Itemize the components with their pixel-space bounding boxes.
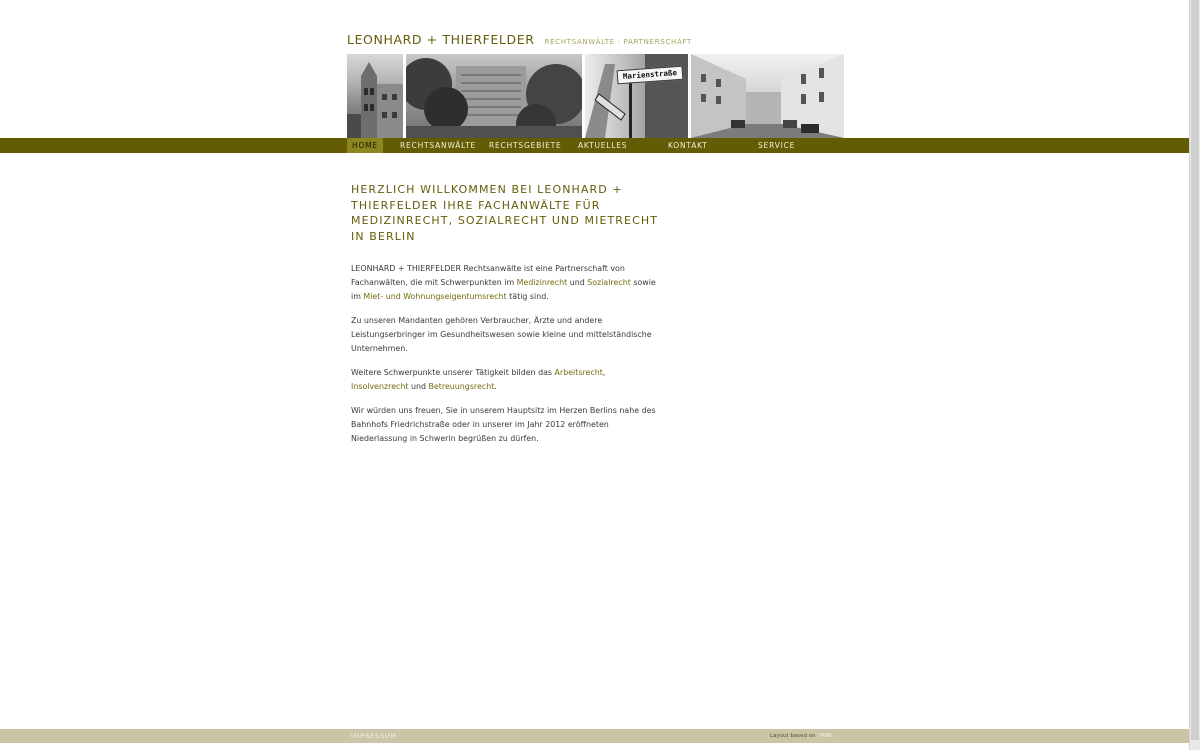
focus-text: , xyxy=(602,368,606,377)
credit-text: Layout based on xyxy=(770,733,816,739)
footer-credit xyxy=(770,729,833,743)
site-logo[interactable]: LEONHARD + THIERFELDER xyxy=(347,32,535,47)
site-footer xyxy=(0,729,1190,743)
link-medizinrecht[interactable]: Medizinrecht xyxy=(516,278,568,287)
link-mietrecht[interactable]: Miet- und Wohnungseigentumsrecht xyxy=(363,292,507,301)
photo-building-tower xyxy=(347,54,403,138)
nav-item-home[interactable]: HOME xyxy=(347,138,383,153)
site-tagline: RECHTSANWÄLTE · PARTNERSCHAFT xyxy=(544,38,693,46)
site-header xyxy=(347,32,692,50)
main-content xyxy=(351,182,663,456)
nav-item-rechtsgebiete[interactable]: RECHTSGEBIETE xyxy=(489,141,562,150)
main-navigation-bar xyxy=(0,138,1190,153)
bottom-strip xyxy=(0,743,1190,750)
photo-street-view xyxy=(691,54,844,138)
link-insolvenzrecht[interactable]: Insolvenzrecht xyxy=(351,382,409,391)
nav-item-kontakt[interactable]: KONTAKT xyxy=(668,141,708,150)
footer-link-impressum[interactable]: IMPRESSUM xyxy=(351,732,397,740)
nav-item-rechtsanwaelte[interactable]: RECHTSANWÄLTE xyxy=(400,141,477,150)
link-betreuungsrecht[interactable]: Betreuungsrecht xyxy=(428,382,495,391)
welcome-paragraph: Wir würden uns freuen, Sie in unserem Hauptsitz im Herzen Berlins nahe des Bahnhofs Friedrichstraße oder in unserer im Jahr 2012 eröffneten Niederlassung in Schwerin begrüßen zu dürfen. xyxy=(351,406,656,443)
nav-item-service[interactable]: SERVICE xyxy=(758,141,796,150)
page-headline: HERZLICH WILLKOMMEN BEI LEONHARD + THIERFELDER IHRE FACHANWÄLTE FÜR MEDIZINRECHT, SOZIALRECHT UND MIETRECHT IN BERLIN xyxy=(351,183,659,243)
intro-paragraph xyxy=(351,262,663,304)
vertical-scrollbar[interactable] xyxy=(1189,0,1200,750)
intro-text: tätig sind. xyxy=(506,292,549,301)
intro-text: sowie im xyxy=(351,278,656,301)
intro-text: und xyxy=(567,278,588,287)
scrollbar-thumb[interactable] xyxy=(1191,0,1199,740)
photo-street-sign xyxy=(585,54,688,138)
nav-item-aktuelles[interactable]: AKTUELLES xyxy=(578,141,628,150)
main-navigation xyxy=(347,138,844,153)
street-sign: Marienstraße xyxy=(617,66,684,85)
focus-text: . xyxy=(494,382,497,391)
header-photo-strip xyxy=(347,54,844,138)
link-arbeitsrecht[interactable]: Arbeitsrecht xyxy=(554,368,603,377)
photo-trees-building xyxy=(406,54,582,138)
footer-link-yaml[interactable]: YAML xyxy=(818,733,834,739)
focus-text: und xyxy=(408,382,429,391)
link-sozialrecht[interactable]: Sozialrecht xyxy=(587,278,631,287)
focus-text: Weitere Schwerpunkte unserer Tätigkeit bilden das xyxy=(351,368,555,377)
intro-text: LEONHARD + THIERFELDER Rechtsanwälte ist eine Partnerschaft von Fachanwälten, die mit Schwerpunkten im xyxy=(351,264,625,287)
focus-paragraph xyxy=(351,366,663,394)
clients-paragraph: Zu unseren Mandanten gehören Verbraucher, Ärzte und andere Leistungserbringer im Gesundheitswesen sowie kleine und mittelständische Unternehmen. xyxy=(351,316,652,353)
